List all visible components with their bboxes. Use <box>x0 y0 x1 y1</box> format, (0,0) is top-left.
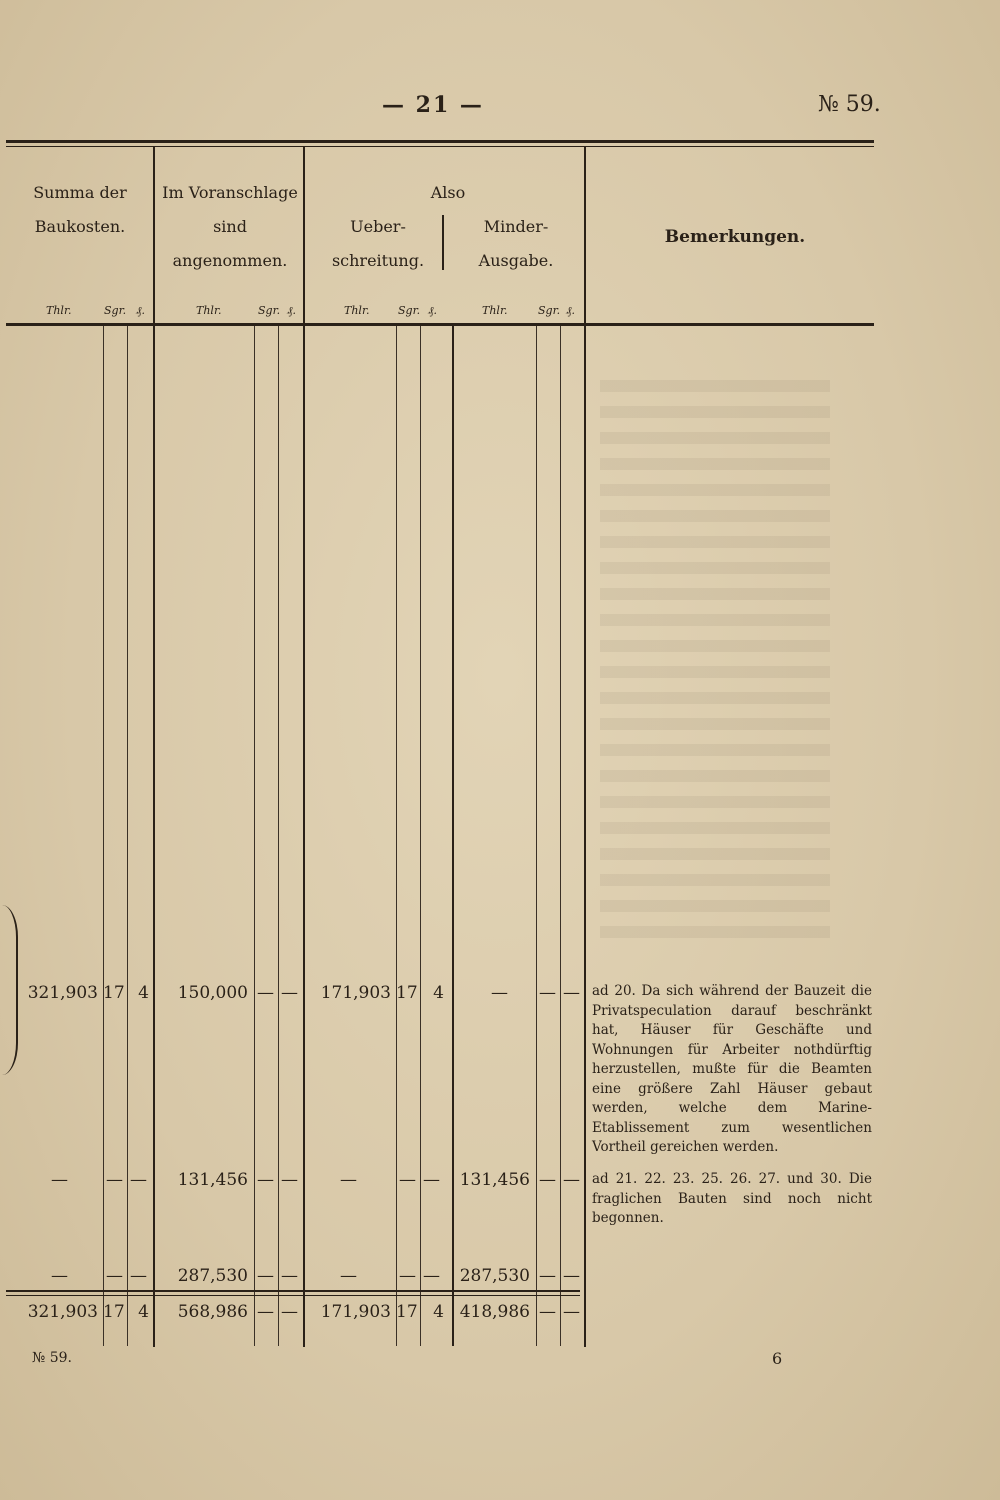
total-rule-thin <box>6 1295 580 1296</box>
col-divider-1 <box>153 147 155 1347</box>
cell-vor-thlr: 287,530 <box>177 1266 248 1286</box>
header-bottom-rule <box>6 323 874 326</box>
also-split <box>442 215 444 270</box>
cell-summa-thlr: — <box>51 1266 68 1286</box>
total-summa-thlr: 321,903 <box>27 1302 98 1322</box>
cell-vor-pf: — <box>281 1266 298 1286</box>
unit-label: Thlr. <box>344 304 370 317</box>
total-summa-pf: 4 <box>138 1302 149 1322</box>
page-number: — 21 — <box>382 92 484 118</box>
cell-min-thlr: 287,530 <box>459 1266 530 1286</box>
cell-ueb-pf: 4 <box>433 983 444 1003</box>
total-summa-sgr: 17 <box>103 1302 125 1322</box>
unit-label: ₰. <box>428 304 437 317</box>
cell-summa-thlr: 321,903 <box>27 983 98 1003</box>
cell-ueb-sgr: — <box>399 1266 416 1286</box>
cell-min-thlr: — <box>491 983 508 1003</box>
unit-label: Thlr. <box>482 304 508 317</box>
cell-summa-pf: 4 <box>138 983 149 1003</box>
cell-min-pf: — <box>563 983 580 1003</box>
col-divider-4 <box>584 147 586 1347</box>
total-min-sgr: — <box>539 1302 556 1322</box>
cell-vor-thlr: 131,456 <box>177 1170 248 1190</box>
col-divider-3 <box>452 326 454 1346</box>
cell-summa-sgr: — <box>106 1170 123 1190</box>
cell-vor-pf: — <box>281 1170 298 1190</box>
cell-vor-sgr: — <box>257 1266 274 1286</box>
cell-vor-thlr: 150,000 <box>177 983 248 1003</box>
unit-label: Thlr. <box>196 304 222 317</box>
pf-line-3 <box>420 326 421 1346</box>
document-reference: № 59. <box>818 92 881 117</box>
col-head-voranschlag: Im Voranschlage sind angenommen. <box>162 183 298 270</box>
total-ueb-sgr: 17 <box>396 1302 418 1322</box>
col-head-bemerkungen: Bemerkungen. <box>664 227 806 247</box>
footer-signature-mark: 6 <box>772 1349 783 1368</box>
total-min-thlr: 418,986 <box>459 1302 530 1322</box>
unit-label: Sgr. <box>104 304 127 317</box>
cell-vor-sgr: — <box>257 1170 274 1190</box>
unit-label: ₰. <box>566 304 575 317</box>
total-rule <box>6 1290 580 1292</box>
cell-min-sgr: — <box>539 1266 556 1286</box>
sgr-line-3 <box>396 326 397 1346</box>
cell-vor-pf: — <box>281 983 298 1003</box>
cell-summa-sgr: — <box>106 1266 123 1286</box>
col-head-ueberschreitung: Ueber- schreitung. <box>331 217 425 270</box>
total-vor-thlr: 568,986 <box>177 1302 248 1322</box>
cell-ueb-thlr: — <box>340 1266 357 1286</box>
cell-summa-thlr: — <box>51 1170 68 1190</box>
top-rule <box>6 140 874 143</box>
cell-summa-pf: — <box>130 1266 147 1286</box>
cell-ueb-pf: — <box>423 1170 440 1190</box>
col-divider-2 <box>303 147 305 1347</box>
sgr-line-1 <box>103 326 104 1346</box>
total-ueb-pf: 4 <box>433 1302 444 1322</box>
total-vor-pf: — <box>281 1302 298 1322</box>
pf-line-2 <box>278 326 279 1346</box>
pf-line-4 <box>560 326 561 1346</box>
remark-ad-20: ad 20. Da sich während der Bauzeit die Privatspeculation darauf beschränkt hat, Häuser für Geschäfte und Wohnungen für Arbeiter nothdürftig herzustellen, mußte für die Beamten eine größere Zahl Häuser gebaut werden, welche dem Marine-Etablissement zum wesentlichen Vortheil gereichen werden. <box>592 983 872 1155</box>
unit-label: Sgr. <box>538 304 561 317</box>
cell-ueb-sgr: — <box>399 1170 416 1190</box>
cell-ueb-thlr: — <box>340 1170 357 1190</box>
cell-ueb-thlr: 171,903 <box>320 983 391 1003</box>
cell-min-thlr: 131,456 <box>459 1170 530 1190</box>
cell-min-pf: — <box>563 1266 580 1286</box>
col-head-also: Also <box>430 183 466 202</box>
cell-min-sgr: — <box>539 983 556 1003</box>
pf-line-1 <box>127 326 128 1346</box>
sgr-line-2 <box>254 326 255 1346</box>
cell-min-sgr: — <box>539 1170 556 1190</box>
col-head-summa: Summa der Baukosten. <box>33 183 127 236</box>
cell-ueb-sgr: 17 <box>396 983 418 1003</box>
bleed-through <box>600 380 830 940</box>
col-head-minder: Minder- Ausgabe. <box>478 217 554 270</box>
unit-label: ₰. <box>136 304 145 317</box>
unit-label: ₰. <box>287 304 296 317</box>
total-ueb-thlr: 171,903 <box>320 1302 391 1322</box>
unit-label: Sgr. <box>398 304 421 317</box>
footer-doc-ref: № 59. <box>32 1350 72 1366</box>
cell-min-pf: — <box>563 1170 580 1190</box>
top-rule-thin <box>6 146 874 147</box>
sgr-line-4 <box>536 326 537 1346</box>
cell-ueb-pf: — <box>423 1266 440 1286</box>
total-min-pf: — <box>563 1302 580 1322</box>
cell-summa-pf: — <box>130 1170 147 1190</box>
cell-summa-sgr: 17 <box>103 983 125 1003</box>
unit-label: Sgr. <box>258 304 281 317</box>
total-vor-sgr: — <box>257 1302 274 1322</box>
remark-ad-21: ad 21. 22. 23. 25. 26. 27. und 30. Die fraglichen Bauten sind noch nicht begonnen. <box>592 1171 872 1226</box>
unit-label: Thlr. <box>46 304 72 317</box>
cell-vor-sgr: — <box>257 983 274 1003</box>
